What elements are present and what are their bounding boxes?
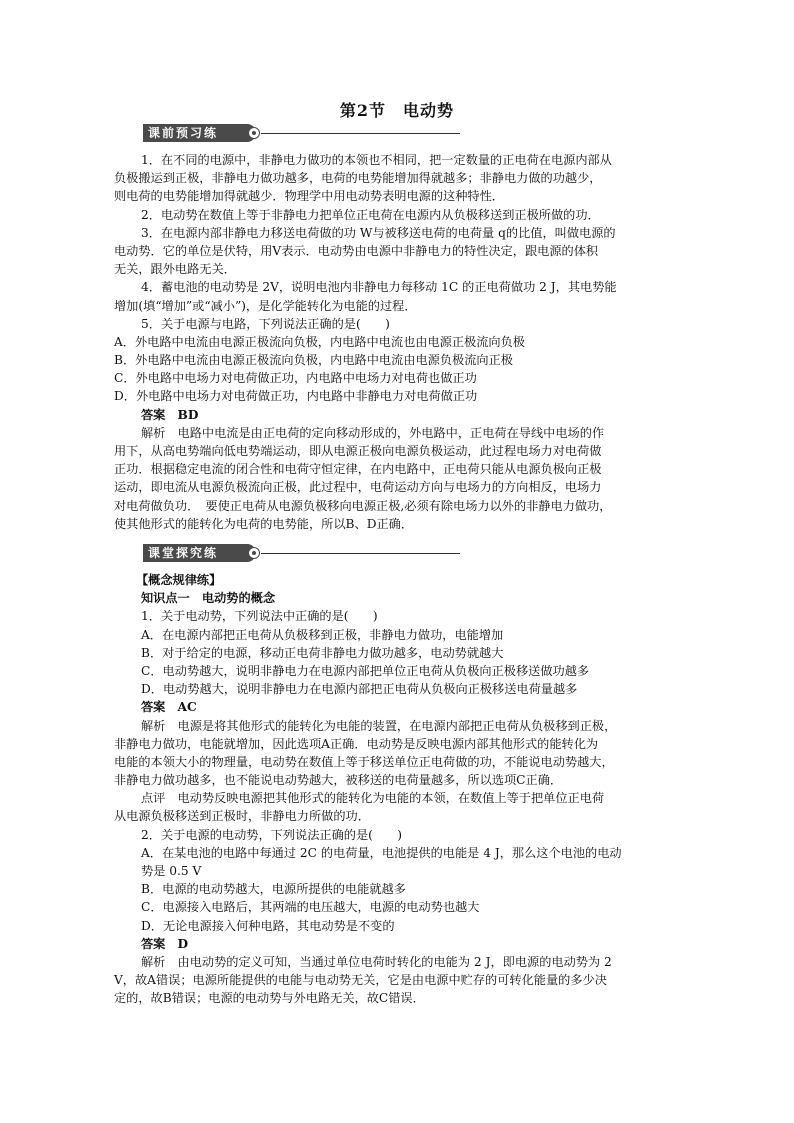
section-label: 课堂探究练 [143,544,256,562]
section-header-class [143,543,460,563]
option-line: A．在某电池的电路中每通过 2C 的电荷量，电池提供的电能是 4 J，那么这个电池的电动 [141,845,622,860]
analysis-line: 正功．根据稳定电流的闭合性和电荷守恒定律，在内电路中，正电荷只能从电源负极向正极 [114,462,602,477]
text-line: 3．在电源内部非静电力移送电荷做的功 W与被移送电荷的电荷量 q的比值，叫做电源的 [141,225,616,240]
text-line: 负极搬运到正极，非静电力做功越多，电荷的电势能增加得就越多；非静电力做的功越少， [114,171,602,186]
answer-line: 答案 D [141,936,189,951]
answer-line: 答案 AC [141,700,197,715]
option-line: B．外电路中电流由电源正极流向负极，内电路中电流由电源负极流向正极 [114,353,513,368]
question-line: 2．关于电源的电动势，下列说法正确的是( ) [141,827,403,842]
option-line: 势是 0.5 V [141,864,202,878]
question-line: 1．关于电动势，下列说法中正确的是( ) [141,609,378,624]
text-line: 电动势．它的单位是伏特，用V表示．电动势由电源中非静电力的特性决定，跟电源的体积 [114,243,599,258]
bullet-dot-icon [248,127,260,139]
bullet-dot-icon [248,547,260,559]
analysis-line: 解析 由电动势的定义可知，当通过单位电荷时转化的电能为 2 J，即电源的电动势为 2 [141,954,612,969]
text-line: 1．在不同的电源中，非静电力做功的本领也不相同，把一定数量的正电荷在电源内部从 [141,153,612,167]
analysis-line: 解析 电路中电流是由正电荷的定向移动形成的，外电路中，正电荷在导线中电场的作 [141,425,605,440]
text-line: 无关，跟外电路无关． [114,262,236,277]
section-header-preview [143,123,460,143]
text-line: 则电荷的电势能增加得就越少．物理学中用电动势表明电源的这种特性． [114,189,504,204]
answer-line: 答案 BD [141,407,199,422]
comment-line: 点评 电动势反映电源把其他形式的能转化为电能的本领，在数值上等于把单位正电荷 [141,791,605,806]
knowledge-point-heading: 知识点一 电动势的概念 [141,591,276,606]
analysis-line: 用下，从高电势端向低电势端运动，即从电源正极向电源负极运动，此过程电场力对电荷做 [114,444,602,458]
option-line: D．电动势越大，说明非静电力在电源内部把正电荷从负极向正极移送电荷量越多 [141,682,578,697]
analysis-line: 解析 电源是将其他形式的能转化为电能的装置，在电源内部把正电荷从负极移到正极， [141,718,617,733]
analysis-line: 电能的本领大小的物理量，电动势在数值上等于移送单位正电荷做的功，不能说电动势越大， [114,754,614,769]
option-line: C．外电路中电场力对电荷做正功，内电路中电场力对电荷也做正功 [114,371,477,386]
analysis-line: 使其他形式的能转化为电荷的电势能，所以B、D正确． [114,516,414,531]
option-line: D．外电路中电场力对电荷做正功，内电路中非静电力对电荷做正功 [114,389,478,404]
option-line: C．电源接入电路后，其两端的电压越大，电源的电动势也越大 [141,900,480,915]
analysis-line: 对电荷做负功． 要使正电荷从电源负极移向电源正极,必须有除电场力以外的非静电力做功， [114,498,612,513]
section-label: 课前预习练 [143,124,256,142]
text-line: 增加(填“增加”或“减小”)，是化学能转化为电能的过程． [114,298,417,313]
section-rule [261,553,460,554]
option-line: A．在电源内部把正电荷从负极移到正极，非静电力做功，电能增加 [141,627,504,642]
analysis-line: 定的，故B错误；电源的电动势与外电路无关，故C错误． [114,991,425,1006]
option-line: B．对于给定的电源，移动正电荷非静电力做功越多，电动势就越大 [141,645,504,660]
section-rule [261,133,460,134]
text-line: 4．蓄电池的电动势是 2V，说明电池内非静电力每移动 1C 的正电荷做功 2 J，其电势能 [141,280,617,295]
preview-section [114,151,682,533]
analysis-line: 运动，即电流从电源负极流向正极，此过程中，电荷运动方向与电场力的方向相反，电场力 [114,480,602,495]
option-line: B．电源的电动势越大，电源所提供的电能就越多 [141,882,406,897]
analysis-line: 非静电力做功越多，也不能说电动势越大，被移送的电荷量越多，所以选项C正确． [114,773,563,788]
option-line: A．外电路中电流由电源正极流向负极，内电路中电流也由电源正极流向负极 [114,334,525,349]
class-section [114,571,682,1008]
text-line: 2．电动势在数值上等于非静电力把单位正电荷在电源内从负极移送到正极所做的功． [141,207,600,222]
question-line: 5．关于电源与电路，下列说法正确的是( ) [141,316,390,331]
analysis-line: V，故A错误；电源所能提供的电能与电动势无关，它是由电源中贮存的可转化能量的多少决 [114,973,607,988]
subheading: 【概念规律练】 [136,573,222,587]
comment-line: 从电源负极移送到正极时，非静电力所做的功． [114,809,370,824]
page-title: 第2节 电动势 [339,101,455,120]
option-line: C．电动势越大，说明非静电力在电源内部把单位正电荷从负极向正极移送做功越多 [141,663,590,678]
analysis-line: 非静电力做功，电能就增加，因此选项A正确．电动势是反映电源内部其他形式的能转化为 [114,736,599,751]
option-line: D．无论电源接入何种电路，其电动势是不变的 [141,918,395,933]
